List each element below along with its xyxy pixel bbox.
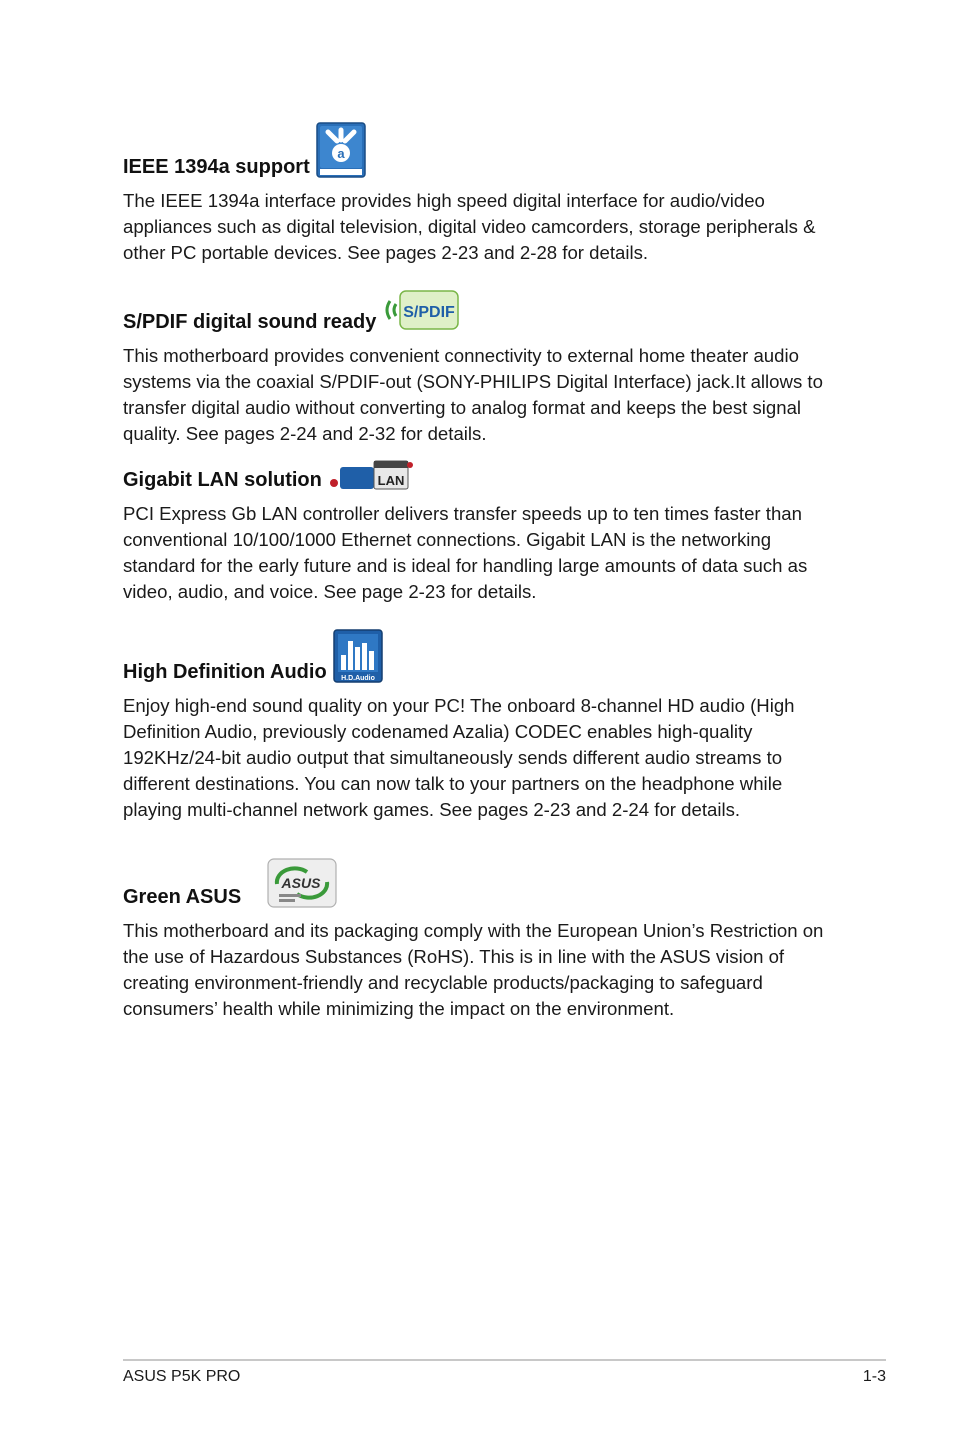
- hd-audio-logo-icon: [333, 629, 383, 683]
- spdif-logo-text: S/PDIF: [403, 304, 456, 321]
- section-body: This motherboard and its packaging comply with the European Union’s Restriction on the use of Hazardous Substances (RoHS). This is in line with the ASUS vision of creating environment-friendly and recyclable products/packaging to safeguard consumers’ health while minimizing the impact on the environment.: [123, 920, 824, 1019]
- ieee-logo-letter: a: [337, 146, 345, 161]
- section-green-asus: [123, 858, 843, 1022]
- section-heading: [123, 122, 843, 178]
- section-body: The IEEE 1394a interface provides high speed digital interface for audio/video appliances such as digital television, digital video camcorders, storage peripherals & other PC portable devices. See pages 2-23 and 2-28 for details.: [123, 190, 816, 263]
- hd-audio-logo-text: H.D.Audio: [340, 675, 375, 682]
- heading-text: High Definition Audio: [123, 661, 327, 683]
- asus-logo-text: ASUS: [281, 875, 321, 891]
- heading-text: Green ASUS: [123, 886, 242, 908]
- section-spdif: [123, 287, 843, 447]
- section-heading: [123, 858, 843, 908]
- section-gigabit-lan: [123, 457, 843, 605]
- footer-product-name: ASUS P5K PRO: [123, 1368, 241, 1385]
- green-asus-logo-icon: [267, 858, 337, 908]
- ieee1394-logo-icon: [316, 122, 366, 178]
- section-body: Enjoy high-end sound quality on your PC! The onboard 8-channel HD audio (High Definition Audio, previously codenamed Azalia) CODEC enables high-quality 192KHz/24-bit audio output that simultaneously sends different audio streams to different destinations. You can now talk to your partners on the headphone while playing multi-channel network games. See pages 2-23 and 2-24 for details.: [123, 695, 795, 820]
- section-body: This motherboard provides convenient connectivity to external home theater audio systems via the coaxial S/PDIF-out (SONY-PHILIPS Digital Interface) jack.It allows to transfer digital audio without converting to analog format and keeps the best signal quality. See pages 2-24 and 2-32 for details.: [123, 345, 823, 444]
- lan-logo-text: LAN: [377, 473, 405, 488]
- gigabit-lan-logo-icon: [328, 457, 414, 491]
- section-heading: [123, 457, 843, 491]
- footer-rule: [123, 1359, 886, 1361]
- section-hd-audio: [123, 629, 843, 823]
- spdif-logo-icon: [382, 287, 462, 333]
- section-heading: [123, 287, 843, 333]
- footer-page-number: 1-3: [862, 1368, 886, 1385]
- heading-text: S/PDIF digital sound ready: [123, 311, 377, 333]
- heading-text: IEEE 1394a support: [123, 156, 310, 178]
- section-ieee1394a: [123, 122, 843, 266]
- heading-text: Gigabit LAN solution: [123, 469, 322, 491]
- section-body: PCI Express Gb LAN controller delivers transfer speeds up to ten times faster than conventional 10/100/1000 Ethernet connections. Gigabit LAN is the networking standard for the early future and is ideal for handling large amounts of data such as video, audio, and voice. See page 2-23 for details.: [123, 503, 808, 602]
- section-heading: [123, 629, 843, 683]
